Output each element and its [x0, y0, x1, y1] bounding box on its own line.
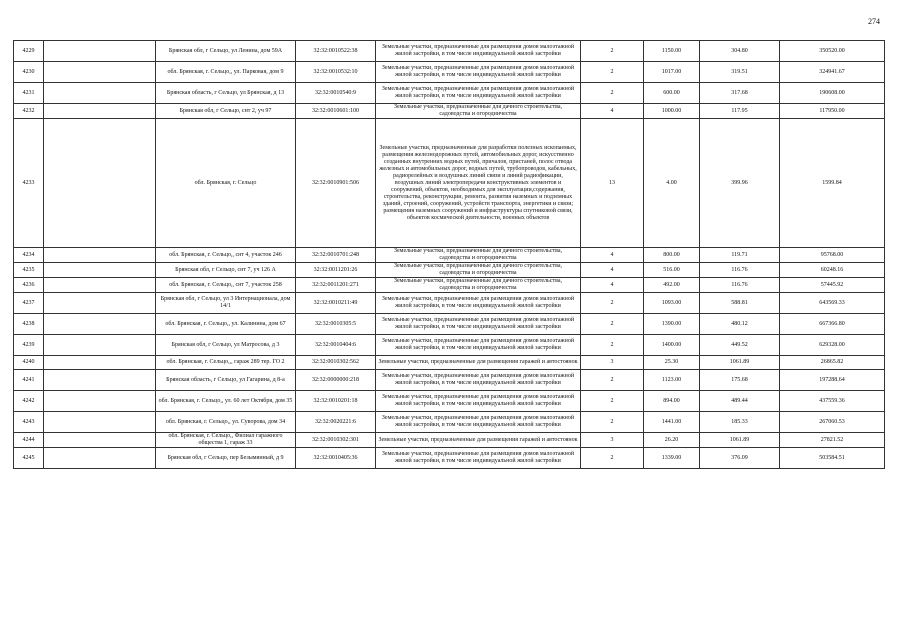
cadastral-number-cell: 32:32:0010522:38 — [296, 41, 376, 62]
blank-cell — [44, 433, 156, 448]
cadastral-value-cell: 197288.64 — [780, 370, 885, 391]
area-cell: 25.30 — [644, 356, 700, 370]
address-cell: Брянская обл, г Сельцо, ул 3 Интернационала, дом 14/1 — [156, 293, 296, 314]
row-number: 4232 — [14, 104, 44, 119]
table-row — [14, 83, 885, 104]
cadastral-number-cell: 32:32:0000000:218 — [296, 370, 376, 391]
address-cell: обл. Брянская, г. Сельцо,, снт 4, участок 246 — [156, 248, 296, 263]
group-cell: 2 — [581, 41, 644, 62]
cadastral-value-cell: 190608.00 — [780, 83, 885, 104]
area-cell: 1339.00 — [644, 448, 700, 469]
address-cell: обл. Брянская, г. Сельцо — [156, 119, 296, 248]
row-number: 4231 — [14, 83, 44, 104]
area-cell: 1093.00 — [644, 293, 700, 314]
cadastral-number-cell: 32:32:0010302:562 — [296, 356, 376, 370]
cadastral-value-cell: 117950.00 — [780, 104, 885, 119]
land-use-cell: Земельные участки, предназначенные для размещения гаражей и автостоянок — [376, 356, 581, 370]
cadastral-value-cell: 57445.92 — [780, 278, 885, 293]
group-cell: 2 — [581, 391, 644, 412]
land-use-cell: Земельные участки, предназначенные для размещения домов малоэтажной жилой застройки, в том числе индивидуальной жилой застройки — [376, 335, 581, 356]
address-cell: обл. Брянская, г. Сельцо,, ул. 60 лет Октября, дом 35 — [156, 391, 296, 412]
land-use-cell: Земельные участки, предназначенные для дачного строительства, садоводства и огородничества — [376, 104, 581, 119]
table-row — [14, 370, 885, 391]
table-row — [14, 356, 885, 370]
cadastral-value-cell: 60248.16 — [780, 263, 885, 278]
group-cell: 2 — [581, 314, 644, 335]
area-cell: 1150.00 — [644, 41, 700, 62]
blank-cell — [44, 335, 156, 356]
group-cell: 2 — [581, 293, 644, 314]
table-row — [14, 433, 885, 448]
land-use-cell: Земельные участки, предназначенные для дачного строительства, садоводства и огородничества — [376, 278, 581, 293]
cadastral-number-cell: 32:32:0010211:49 — [296, 293, 376, 314]
land-use-cell: Земельные участки, предназначенные для размещения гаражей и автостоянок — [376, 433, 581, 448]
address-cell: Брянская область, г Сельцо, ул Гагарина, д 8-а — [156, 370, 296, 391]
table-row — [14, 293, 885, 314]
cadastral-value-cell: 643569.33 — [780, 293, 885, 314]
cadastral-value-cell: 267060.53 — [780, 412, 885, 433]
blank-cell — [44, 119, 156, 248]
cadastral-value-cell: 95768.00 — [780, 248, 885, 263]
row-number: 4238 — [14, 314, 44, 335]
table-row — [14, 278, 885, 293]
table-row — [14, 335, 885, 356]
cadastral-value-cell: 629328.00 — [780, 335, 885, 356]
row-number: 4241 — [14, 370, 44, 391]
cadastral-number-cell: 32:32:0020221:6 — [296, 412, 376, 433]
rate-cell: 175.68 — [700, 370, 780, 391]
area-cell: 1123.00 — [644, 370, 700, 391]
row-number: 4239 — [14, 335, 44, 356]
cadastral-number-cell: 32:32:0010601:100 — [296, 104, 376, 119]
rate-cell: 376.09 — [700, 448, 780, 469]
land-use-cell: Земельные участки, предназначенные для размещения домов малоэтажной жилой застройки, в том числе индивидуальной жилой застройки — [376, 391, 581, 412]
address-cell: обл. Брянская, г. Сельцо,, снт 7, участок 258 — [156, 278, 296, 293]
rate-cell: 588.81 — [700, 293, 780, 314]
blank-cell — [44, 248, 156, 263]
area-cell: 1017.00 — [644, 62, 700, 83]
cadastral-number-cell: 32:32:0011201:271 — [296, 278, 376, 293]
address-cell: Брянская обл, г Сельцо, снт 2, уч 97 — [156, 104, 296, 119]
table-row — [14, 263, 885, 278]
rate-cell: 319.51 — [700, 62, 780, 83]
rate-cell: 317.68 — [700, 83, 780, 104]
land-use-cell: Земельные участки, предназначенные для размещения домов малоэтажной жилой застройки, в том числе индивидуальной жилой застройки — [376, 293, 581, 314]
blank-cell — [44, 293, 156, 314]
group-cell: 2 — [581, 62, 644, 83]
rate-cell: 117.95 — [700, 104, 780, 119]
group-cell: 3 — [581, 356, 644, 370]
group-cell: 4 — [581, 278, 644, 293]
blank-cell — [44, 356, 156, 370]
address-cell: Брянская обл, г Сельцо, снт 7, уч 126 А — [156, 263, 296, 278]
table-row — [14, 104, 885, 119]
land-use-cell: Земельные участки, предназначенные для дачного строительства, садоводства и огородничества — [376, 263, 581, 278]
cadastral-value-cell: 503584.51 — [780, 448, 885, 469]
rate-cell: 399.96 — [700, 119, 780, 248]
table-row — [14, 412, 885, 433]
blank-cell — [44, 41, 156, 62]
area-cell: 800.00 — [644, 248, 700, 263]
rate-cell: 1061.89 — [700, 433, 780, 448]
address-cell: Брянская обл, г Сельцо, ул Матросова, д 3 — [156, 335, 296, 356]
cadastral-number-cell: 32:32:0010404:6 — [296, 335, 376, 356]
row-number: 4237 — [14, 293, 44, 314]
blank-cell — [44, 448, 156, 469]
group-cell: 2 — [581, 370, 644, 391]
group-cell: 2 — [581, 448, 644, 469]
address-cell: Брянская обл, г Сельцо, пер Безымянный, д 9 — [156, 448, 296, 469]
area-cell: 600.00 — [644, 83, 700, 104]
blank-cell — [44, 62, 156, 83]
land-use-cell: Земельные участки, предназначенные для размещения домов малоэтажной жилой застройки, в том числе индивидуальной жилой застройки — [376, 41, 581, 62]
cadastral-number-cell: 32:32:0010201:18 — [296, 391, 376, 412]
rate-cell: 480.12 — [700, 314, 780, 335]
land-use-cell: Земельные участки, предназначенные для разработки полезных ископаемых, размещения железнодорожных путей, автомобильных дорог, искусственно созданных внутренних водных путей, причалов, пристаней, полос отвода железных и автомобильных дорог, водных путей, трубопроводов, кабельных, радиорелейных и воздушных линий связи и линий радиофикации, воздушных линий электропередачи конструктивных элементов и сооружений, объектов, необходимых для эксплуатации,содержания, строительства, реконструкции, ремонта, развития наземных и подземных зданий, строений, сооружений, устройств транспорта, энергетики и связи; размещения наземных сооружений и инфраструктуры спутниковой связи, объектов космической деятельности, военных объектов — [376, 119, 581, 248]
row-number: 4230 — [14, 62, 44, 83]
blank-cell — [44, 412, 156, 433]
cadastral-number-cell: 32:32:0010901:506 — [296, 119, 376, 248]
table-row — [14, 119, 885, 248]
blank-cell — [44, 370, 156, 391]
land-use-cell: Земельные участки, предназначенные для размещения домов малоэтажной жилой застройки, в том числе индивидуальной жилой застройки — [376, 62, 581, 83]
area-cell: 1390.00 — [644, 314, 700, 335]
group-cell: 4 — [581, 104, 644, 119]
area-cell: 26.20 — [644, 433, 700, 448]
cadastral-value-cell: 26865.82 — [780, 356, 885, 370]
address-cell: обл. Брянская, г. Сельцо,, ул. Парковая, дом 9 — [156, 62, 296, 83]
area-cell: 894.00 — [644, 391, 700, 412]
group-cell: 2 — [581, 83, 644, 104]
cadastral-number-cell: 32:32:0010302:301 — [296, 433, 376, 448]
rate-cell: 116.76 — [700, 278, 780, 293]
group-cell: 3 — [581, 433, 644, 448]
cadastral-value-cell: 1599.84 — [780, 119, 885, 248]
rate-cell: 1061.89 — [700, 356, 780, 370]
address-cell: обл. Брянская, г. Сельцо,, Филиал гаражного общества 1, гараж 33 — [156, 433, 296, 448]
blank-cell — [44, 391, 156, 412]
land-use-cell: Земельные участки, предназначенные для размещения домов малоэтажной жилой застройки, в том числе индивидуальной жилой застройки — [376, 448, 581, 469]
address-cell: обл. Брянская, г. Сельцо,, ул. Суворова, дом 34 — [156, 412, 296, 433]
blank-cell — [44, 314, 156, 335]
cadastral-number-cell: 32:32:0010305:5 — [296, 314, 376, 335]
group-cell: 13 — [581, 119, 644, 248]
group-cell: 4 — [581, 263, 644, 278]
blank-cell — [44, 104, 156, 119]
area-cell: 1441.00 — [644, 412, 700, 433]
row-number: 4234 — [14, 248, 44, 263]
cadastral-registry-table — [13, 40, 885, 469]
group-cell: 4 — [581, 248, 644, 263]
cadastral-number-cell: 32:32:0010405:36 — [296, 448, 376, 469]
group-cell: 2 — [581, 412, 644, 433]
area-cell: 1000.00 — [644, 104, 700, 119]
blank-cell — [44, 83, 156, 104]
cadastral-value-cell: 667366.80 — [780, 314, 885, 335]
page-number: 274 — [868, 17, 880, 26]
land-use-cell: Земельные участки, предназначенные для размещения домов малоэтажной жилой застройки, в том числе индивидуальной жилой застройки — [376, 370, 581, 391]
row-number: 4236 — [14, 278, 44, 293]
table-row — [14, 41, 885, 62]
address-cell: обл. Брянская, г. Сельцо,, ул. Калинина, дом 67 — [156, 314, 296, 335]
cadastral-value-cell: 324941.67 — [780, 62, 885, 83]
area-cell: 4.00 — [644, 119, 700, 248]
blank-cell — [44, 278, 156, 293]
cadastral-value-cell: 350520.00 — [780, 41, 885, 62]
rate-cell: 449.52 — [700, 335, 780, 356]
row-number: 4233 — [14, 119, 44, 248]
row-number: 4242 — [14, 391, 44, 412]
rate-cell: 489.44 — [700, 391, 780, 412]
table-row — [14, 448, 885, 469]
cadastral-value-cell: 27821.52 — [780, 433, 885, 448]
land-use-cell: Земельные участки, предназначенные для размещения домов малоэтажной жилой застройки, в том числе индивидуальной жилой застройки — [376, 412, 581, 433]
row-number: 4229 — [14, 41, 44, 62]
address-cell: Брянская обл, г Сельцо, ул Ленина, дом 59А — [156, 41, 296, 62]
cadastral-number-cell: 32:32:0011201:26 — [296, 263, 376, 278]
table-row — [14, 62, 885, 83]
rate-cell: 304.80 — [700, 41, 780, 62]
blank-cell — [44, 263, 156, 278]
rate-cell: 116.76 — [700, 263, 780, 278]
table-row — [14, 248, 885, 263]
group-cell: 2 — [581, 335, 644, 356]
address-cell: Брянская область, г Сельцо, ул Брянская, д 13 — [156, 83, 296, 104]
land-use-cell: Земельные участки, предназначенные для дачного строительства, садоводства и огородничества — [376, 248, 581, 263]
rate-cell: 119.71 — [700, 248, 780, 263]
cadastral-number-cell: 32:32:0010701:248 — [296, 248, 376, 263]
table-row — [14, 314, 885, 335]
row-number: 4235 — [14, 263, 44, 278]
address-cell: обл. Брянская, г. Сельцо,,, гараж 289 тер. ГО 2 — [156, 356, 296, 370]
land-use-cell: Земельные участки, предназначенные для размещения домов малоэтажной жилой застройки, в том числе индивидуальной жилой застройки — [376, 314, 581, 335]
area-cell: 1400.00 — [644, 335, 700, 356]
rate-cell: 185.33 — [700, 412, 780, 433]
area-cell: 516.00 — [644, 263, 700, 278]
land-use-cell: Земельные участки, предназначенные для размещения домов малоэтажной жилой застройки, в том числе индивидуальной жилой застройки — [376, 83, 581, 104]
row-number: 4245 — [14, 448, 44, 469]
cadastral-number-cell: 32:32:0010532:10 — [296, 62, 376, 83]
area-cell: 492.00 — [644, 278, 700, 293]
table-row — [14, 391, 885, 412]
row-number: 4243 — [14, 412, 44, 433]
row-number: 4240 — [14, 356, 44, 370]
cadastral-value-cell: 437559.36 — [780, 391, 885, 412]
row-number: 4244 — [14, 433, 44, 448]
cadastral-number-cell: 32:32:0010540:9 — [296, 83, 376, 104]
